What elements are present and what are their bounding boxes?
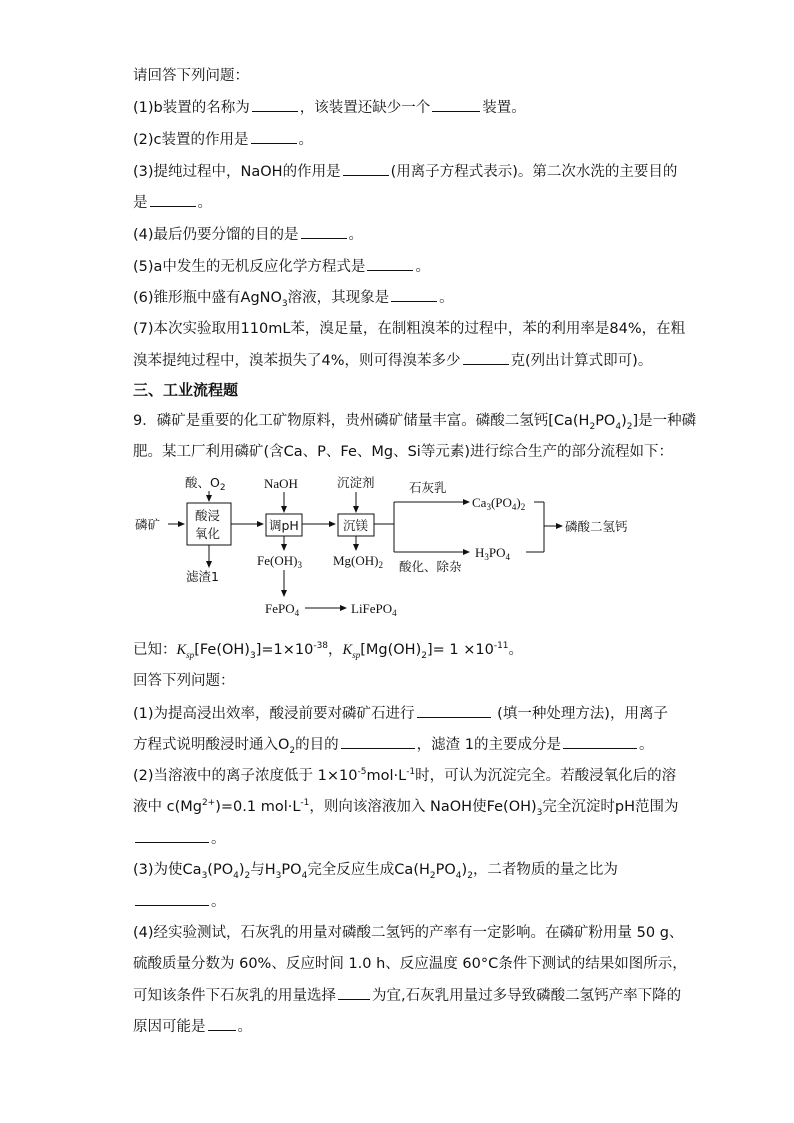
fe-oh-3-label: $Fe(OH)_3$	[257, 553, 302, 570]
reagent-precipitant: 沉淀剂	[337, 475, 375, 490]
part-2-answer: 。	[133, 828, 226, 849]
question-3-cont: 是 。	[133, 192, 212, 213]
answer-prompt: 回答下列问题：	[133, 673, 235, 689]
answer-blank[interactable]	[252, 97, 298, 112]
question-5: (5)a中发生的无机反应化学方程式是 。	[133, 256, 430, 277]
part-1-cont: 方程式说明酸浸时通入$O_2$的目的 ，滤渣 1的主要成分是 。	[133, 734, 654, 755]
answer-blank[interactable]	[135, 891, 209, 906]
input-label: 磷矿	[135, 517, 161, 532]
known-data: 已知：$K_{sp}[Fe(OH)_3]=1\times 10^{-38}$，$K_{sp}[Mg(OH)_2]= 1 \times 10^{-11}$。	[133, 641, 524, 661]
answer-blank[interactable]	[343, 161, 389, 176]
answer-blank[interactable]	[563, 734, 637, 749]
part-3: (3)为使$Ca_3(PO_4)_2$与$H_3PO_4$完全反应生成$Ca(H_2PO_4)_2$，二者物质的量之比为	[133, 862, 618, 881]
question-6: (6)锥形瓶中盛有AgNO$_3$溶液，其现象是 。	[133, 287, 454, 308]
box3-label: 沉镁	[343, 518, 369, 533]
product-label: 磷酸二氢钙	[565, 519, 628, 534]
lime-milk-label: 石灰乳	[409, 480, 447, 495]
answer-blank[interactable]	[463, 350, 509, 365]
answer-blank[interactable]	[208, 1016, 236, 1031]
answer-blank[interactable]	[135, 828, 209, 843]
question-2: (2)c装置的作用是 。	[133, 129, 313, 150]
ca3po42-label: $Ca_3(PO_4)_2$	[472, 495, 526, 512]
answer-blank[interactable]	[417, 703, 491, 718]
intro-text: 请回答下列问题：	[133, 68, 249, 84]
box1-line2: 氧化	[195, 526, 221, 541]
residue1-label: 滤渣1	[186, 569, 219, 584]
question-7: (7)本次实验取用110mL苯，溴足量，在制粗溴苯的过程中，苯的利用率是84%，在粗	[133, 321, 686, 337]
question-9-stem-cont: 肥。某工厂利用磷矿(含Ca、P、Fe、Mg、Si等元素)进行综合生产的部分流程如下：	[133, 444, 673, 460]
process-flow-diagram	[130, 470, 650, 630]
part-4-line3: 可知该条件下石灰乳的用量选择 为宜,石灰乳用量过多导致磷酸二氢钙产率下降的	[133, 985, 681, 1006]
question-1: (1)b装置的名称为 ，该装置还缺少一个 装置。	[133, 97, 526, 118]
part-4: (4)经实验测试，石灰乳的用量对磷酸二氢钙的产率有一定影响。在磷矿粉用量 50 g、	[133, 925, 684, 941]
box1-line1: 酸浸	[195, 508, 221, 523]
answer-blank[interactable]	[341, 734, 415, 749]
part-2: (2)当溶液中的离子浓度低于 $1\times 10^{-5}mol\cdot L^{-1}$时，可认为沉淀完全。若酸浸氧化后的溶	[133, 767, 677, 784]
question-7-cont: 溴苯提纯过程中，溴苯损失了4%，则可得溴苯多少 克(列出计算式即可)。	[133, 350, 652, 371]
answer-blank[interactable]	[251, 129, 297, 144]
lifepo4-label: LiFePO$_4$	[351, 601, 397, 618]
reagent-acid-o2: 酸、$O_2$	[185, 475, 226, 493]
h3po4-label: $H_3PO_4$	[475, 545, 511, 562]
part-4-line4: 原因可能是 。	[133, 1016, 252, 1037]
part-3-answer: 。	[133, 891, 226, 912]
answer-blank[interactable]	[301, 224, 347, 239]
answer-blank[interactable]	[338, 985, 370, 1000]
fepo4-label: FePO$_4$	[265, 601, 300, 618]
section-title: 三、工业流程题	[133, 381, 239, 399]
question-9-stem: 9．磷矿是重要的化工矿物原料，贵州磷矿储量丰富。磷酸二氢钙$[Ca(H_2PO_4)_2]$是一种磷	[133, 413, 697, 432]
question-4: (4)最后仍要分馏的目的是 。	[133, 224, 363, 245]
answer-blank[interactable]	[367, 256, 413, 271]
question-3: (3)提纯过程中，NaOH的作用是 (用离子方程式表示)。第二次水洗的主要目的	[133, 161, 677, 182]
part-1: (1)为提高浸出效率，酸浸前要对磷矿石进行 (填一种处理方法)，用离子	[133, 703, 668, 724]
answer-blank[interactable]	[150, 192, 196, 207]
acidify-remove-impurity-label: 酸化、除杂	[399, 559, 462, 574]
answer-blank[interactable]	[432, 97, 480, 112]
reagent-naoh: NaOH	[264, 476, 298, 491]
mg-oh-2-label: $Mg(OH)_2$	[333, 553, 383, 570]
part-4-line2: 硫酸质量分数为 60%、反应时间 1.0 h、反应温度 60°C条件下测试的结果如图所示，	[133, 956, 687, 972]
part-2-cont: 液中 $c(Mg^{2+})=0.1$ $mol\cdot L^{-1}$，则向该溶液加入 NaOH使$Fe(OH)_3$完全沉淀时pH范围为	[133, 798, 679, 818]
answer-blank[interactable]	[391, 287, 437, 302]
box2-label: 调pH	[269, 518, 299, 533]
